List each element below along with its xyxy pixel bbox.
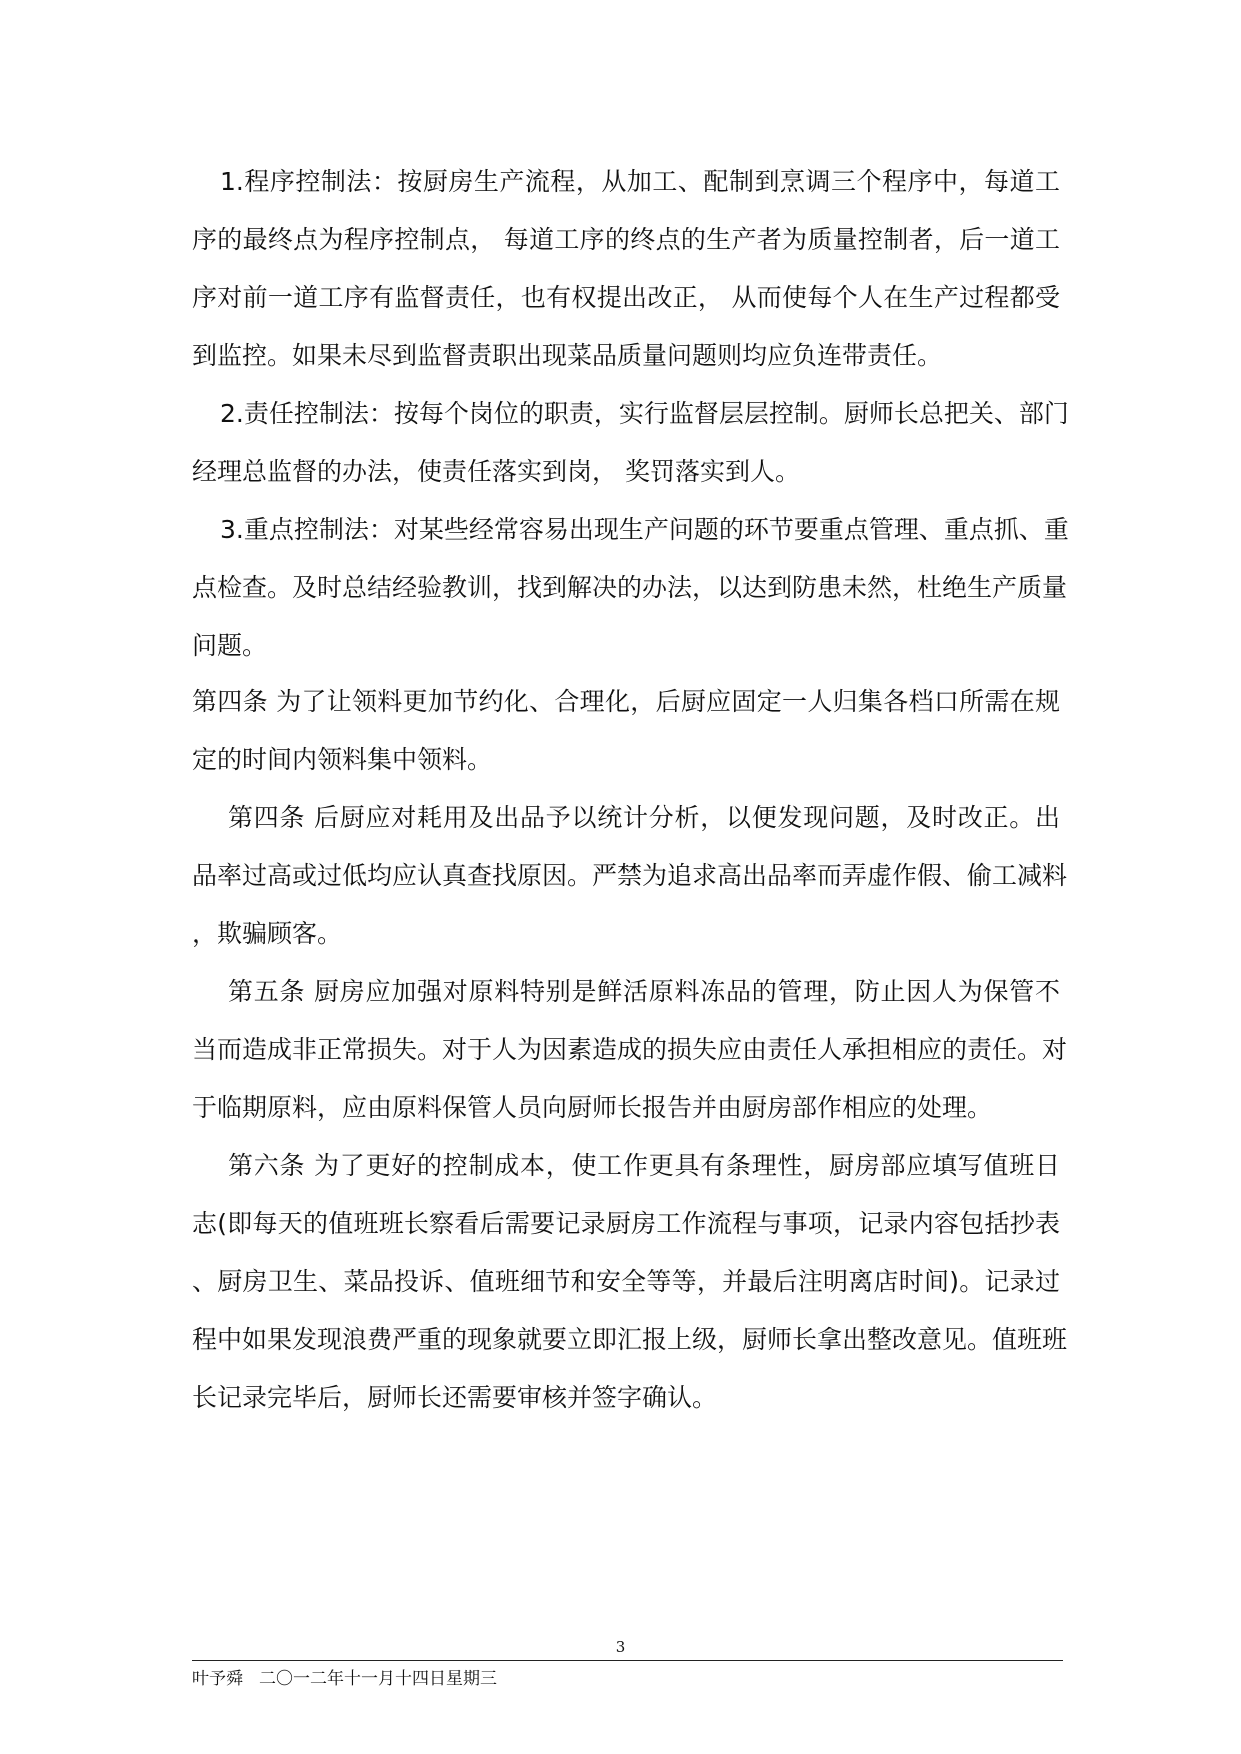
paragraph-line: 于临期原料，应由原料保管人员向厨师长报告并由厨房部作相应的处理。	[192, 1093, 993, 1122]
paragraph-line: 点检查。及时总结经验教训，找到解决的办法，以达到防患未然，杜绝生产质量	[192, 573, 1068, 602]
paragraph-line: 第五条 厨房应加强对原料特别是鲜活原料冻品的管理，防止因人为保管不	[228, 977, 1060, 1006]
paragraph-line: 程中如果发现浪费严重的现象就要立即汇报上级，厨师长拿出整改意见。值班班	[192, 1325, 1068, 1354]
paragraph-line: 序的最终点为程序控制点， 每道工序的终点的生产者为质量控制者，后一道工	[192, 225, 1060, 254]
paragraph-line: 第四条 为了让领料更加节约化、合理化，后厨应固定一人归集各档口所需在规	[192, 687, 1060, 716]
footer-author: 叶予舜	[192, 1669, 243, 1689]
paragraph-line: ，欺骗顾客。	[192, 919, 343, 948]
paragraph-line: 、厨房卫生、菜品投诉、值班细节和安全等等，并最后注明离店时间)。记录过	[192, 1267, 1060, 1296]
paragraph-line: 品率过高或过低均应认真查找原因。严禁为追求高出品率而弄虚作假、偷工减料	[192, 861, 1068, 890]
paragraph-line: 定的时间内领料集中领料。	[192, 745, 493, 774]
paragraph-line: 第六条 为了更好的控制成本，使工作更具有条理性，厨房部应填写值班日	[228, 1151, 1060, 1180]
paragraph-line: 长记录完毕后，厨师长还需要审核并签字确认。	[192, 1383, 718, 1412]
paragraph-line: 3.重点控制法：对某些经常容易出现生产问题的环节要重点管理、重点抓、重	[220, 515, 1069, 544]
paragraph-line: 经理总监督的办法，使责任落实到岗， 奖罚落实到人。	[192, 457, 800, 486]
paragraph-line: 2.责任控制法：按每个岗位的职责，实行监督层层控制。厨师长总把关、部门	[220, 399, 1069, 428]
paragraph-line: 问题。	[192, 631, 268, 660]
paragraph-line: 1.程序控制法：按厨房生产流程，从加工、配制到烹调三个程序中，每道工	[220, 167, 1060, 196]
paragraph-line: 第四条 后厨应对耗用及出品予以统计分析，以便发现问题，及时改正。出	[228, 803, 1060, 832]
paragraph-line: 序对前一道工序有监督责任，也有权提出改正， 从而使每个人在生产过程都受	[192, 283, 1060, 312]
paragraph-line: 当而造成非正常损失。对于人为因素造成的损失应由责任人承担相应的责任。对	[192, 1035, 1068, 1064]
footer	[192, 1668, 497, 1690]
paragraph-line: 志(即每天的值班班长察看后需要记录厨房工作流程与事项，记录内容包括抄表	[192, 1209, 1060, 1238]
paragraph-line: 到监控。如果未尽到监督责职出现菜品质量问题则均应负连带责任。	[192, 341, 943, 370]
page-number: 3	[615, 1638, 626, 1656]
footer-date: 二〇一二年十一月十四日星期三	[259, 1669, 497, 1689]
footer-divider	[192, 1660, 1063, 1661]
